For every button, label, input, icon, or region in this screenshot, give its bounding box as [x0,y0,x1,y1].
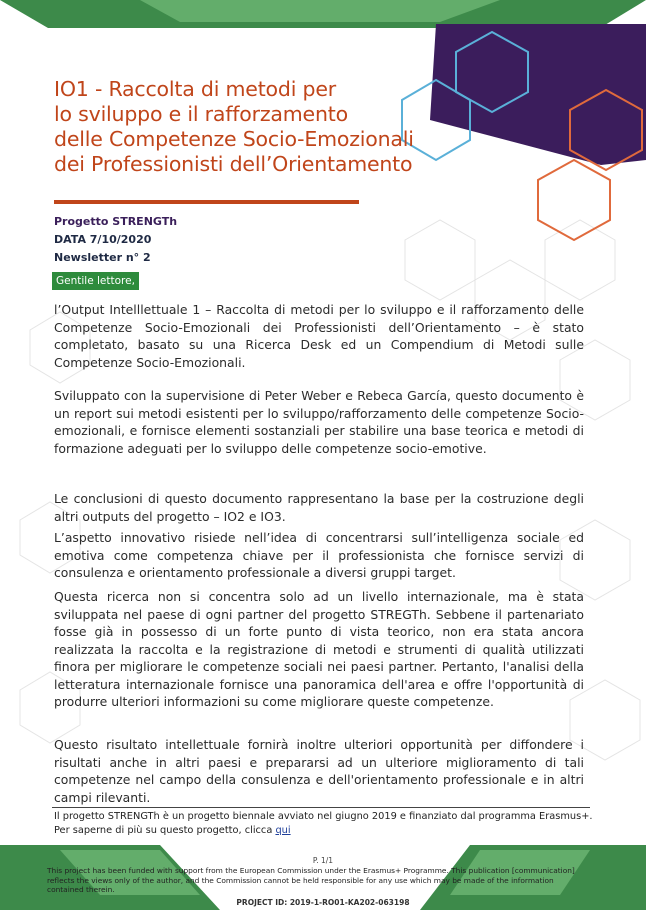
newsletter-number: Newsletter n° 2 [54,251,151,264]
project-id: PROJECT ID: 2019-1-RO01-KA202-063198 [236,898,410,907]
newsletter-date: DATA 7/10/2020 [54,233,152,246]
footer-note-line [54,824,594,838]
paragraph-text: L’aspetto innovativo risiede nell’idea di concentrarsi sull’intelligenza sociale ed emotiva come competenza chiave per il professionista che fornisce servizi di consulenza e orientamento professionale a diversi gruppi target. [54,530,584,580]
paragraph-text: Questo risultato intellettuale fornirà inoltre ulteriori opportunità per diffondere i risultati anche in altri paesi e prepararsi ad un ulteriore miglioramento di tali competenze nel campo della consulenza e dell'orientamento professionale e in altri campi rilevanti. [54,737,584,805]
title-line: delle Competenze Socio-Emozionali [54,127,414,151]
title-line: lo sviluppo e il rafforzamento [54,102,348,126]
project-info-link[interactable]: qui [275,825,291,836]
paragraph-text: Sviluppato con la supervisione di Peter Weber e Rebeca García, questo documento è un report sui metodi esistenti per lo sviluppo/rafforzamento delle competenze Socio-emozionali, e fornisce elementi sostanziali per stabilire una base teorica e metodi di formazione adeguati per lo sviluppo delle competenze socio-emotive. [54,388,584,456]
body-paragraph [54,301,584,371]
paragraph-text: l’Output Intelllettuale 1 – Raccolta di metodi per lo sviluppo e il rafforzamento delle Competenze Socio-Emozionali dei Professionisti dell’Orientamento – è stato completato, basato su una Ricerca Desk ed un Compendium di Metodi sulle Competenze Socio-Emozionali. [54,302,584,370]
page-number: P. 1/1 [312,856,334,865]
title-line: dei Professionisti dell’Orientamento [54,152,413,176]
greeting-badge: Gentile lettore, [52,272,139,290]
footer-note-prefix: Per saperne di più su questo progetto, clicca [54,825,276,836]
body-paragraph [54,588,584,711]
body-paragraph [54,529,584,582]
body-paragraph [54,490,584,525]
paragraph-text: Le conclusioni di questo documento rappresentano la base per la costruzione degli altri outputs del progetto – IO2 e IO3. [54,491,584,524]
body-paragraph [54,387,584,457]
footer-note-line: Il progetto STRENGTh è un progetto biennale avviato nel giugno 2019 e finanziato dal programma Erasmus+. [54,811,593,822]
footer-note [54,810,594,838]
body-paragraph [54,736,584,806]
document-title [54,77,504,177]
title-line: IO1 - Raccolta di metodi per [54,77,336,101]
paragraph-text: Questa ricerca non si concentra solo ad un livello internazionale, ma è stata sviluppata nel paese di ogni partner del progetto STREGTh. Sebbene il partenariato fosse già in possesso di un forte punto di vista teorico, non era stata ancora realizzata la raccolta e la registrazione di metodi e strumenti di qualità utilizzati finora per migliorare le competenze sociali nei paesi partner. Pertanto, l'analisi della letteratura internazionale fornisce una panoramica dell'area e offre l'opportunità di produrre ulteriori informazioni su come migliorare queste competenze. [54,589,584,709]
project-name: Progetto STRENGTh [54,215,178,228]
title-underline [54,200,359,204]
newsletter-meta [54,213,177,267]
footer-divider [52,807,590,808]
eu-disclaimer: This project has been funded with support from the European Commission under the Erasmus+ Programme. This publication [communication] reflects the views only of the author, and the Commission cannot be held responsible for any use which may be made of the information contained therein. [47,866,575,894]
